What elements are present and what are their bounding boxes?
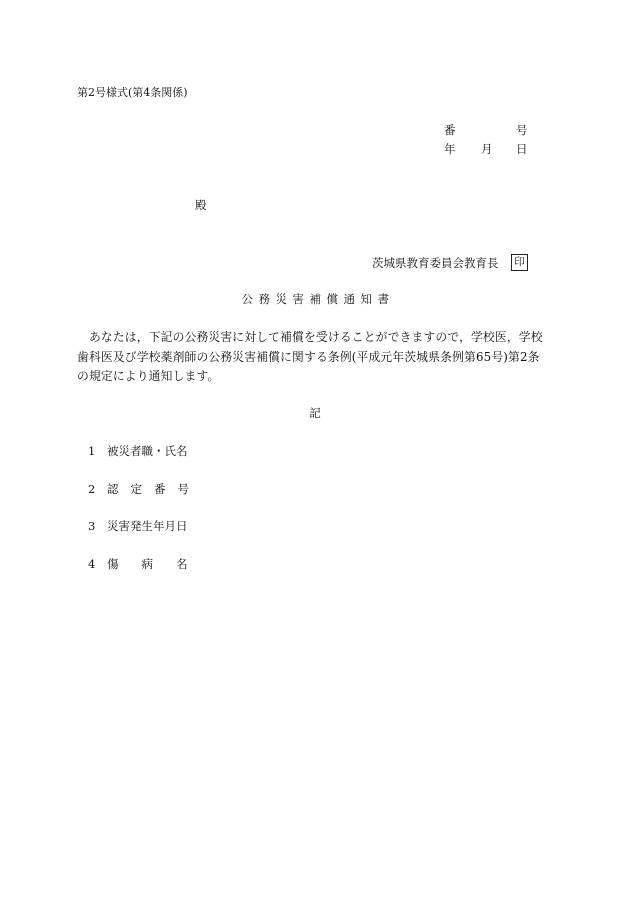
number-label: 番	[444, 123, 456, 137]
year-label: 年	[444, 142, 456, 156]
item-label: 被災者職・氏名	[107, 444, 188, 458]
day-label: 日	[516, 142, 528, 156]
month-label: 月	[481, 142, 493, 156]
document-title: 公務災害補償通知書	[241, 292, 395, 306]
item-number: 4	[88, 557, 96, 571]
item-number: 3	[88, 519, 96, 533]
list-item	[88, 444, 188, 458]
ki-heading: 記	[309, 406, 321, 420]
body-line: の規定により通知します。	[77, 369, 220, 383]
item-label: 認定番号	[107, 482, 201, 496]
number-suffix: 号	[516, 123, 528, 137]
item-number: 1	[88, 444, 96, 458]
item-label: 傷病名	[107, 557, 211, 571]
item-label: 災害発生年月日	[107, 519, 188, 533]
list-item	[88, 557, 211, 571]
body-line: あなたは，下記の公務災害に対して補償を受けることができますので，学校医，学校	[77, 330, 543, 344]
list-item	[88, 519, 188, 533]
list-item	[88, 482, 201, 496]
body-paragraph	[77, 328, 555, 387]
body-line: 歯科医及び学校薬剤師の公務災害補償に関する条例(平成元年茨城県条例第65号)第2条	[77, 349, 540, 364]
seal-stamp: 印	[511, 254, 528, 271]
addressee-suffix: 殿	[195, 198, 207, 212]
form-label: 第2号様式(第4条関係)	[77, 86, 188, 99]
issuer-name: 茨城県教育委員会教育長	[372, 256, 499, 270]
item-number: 2	[88, 482, 96, 496]
